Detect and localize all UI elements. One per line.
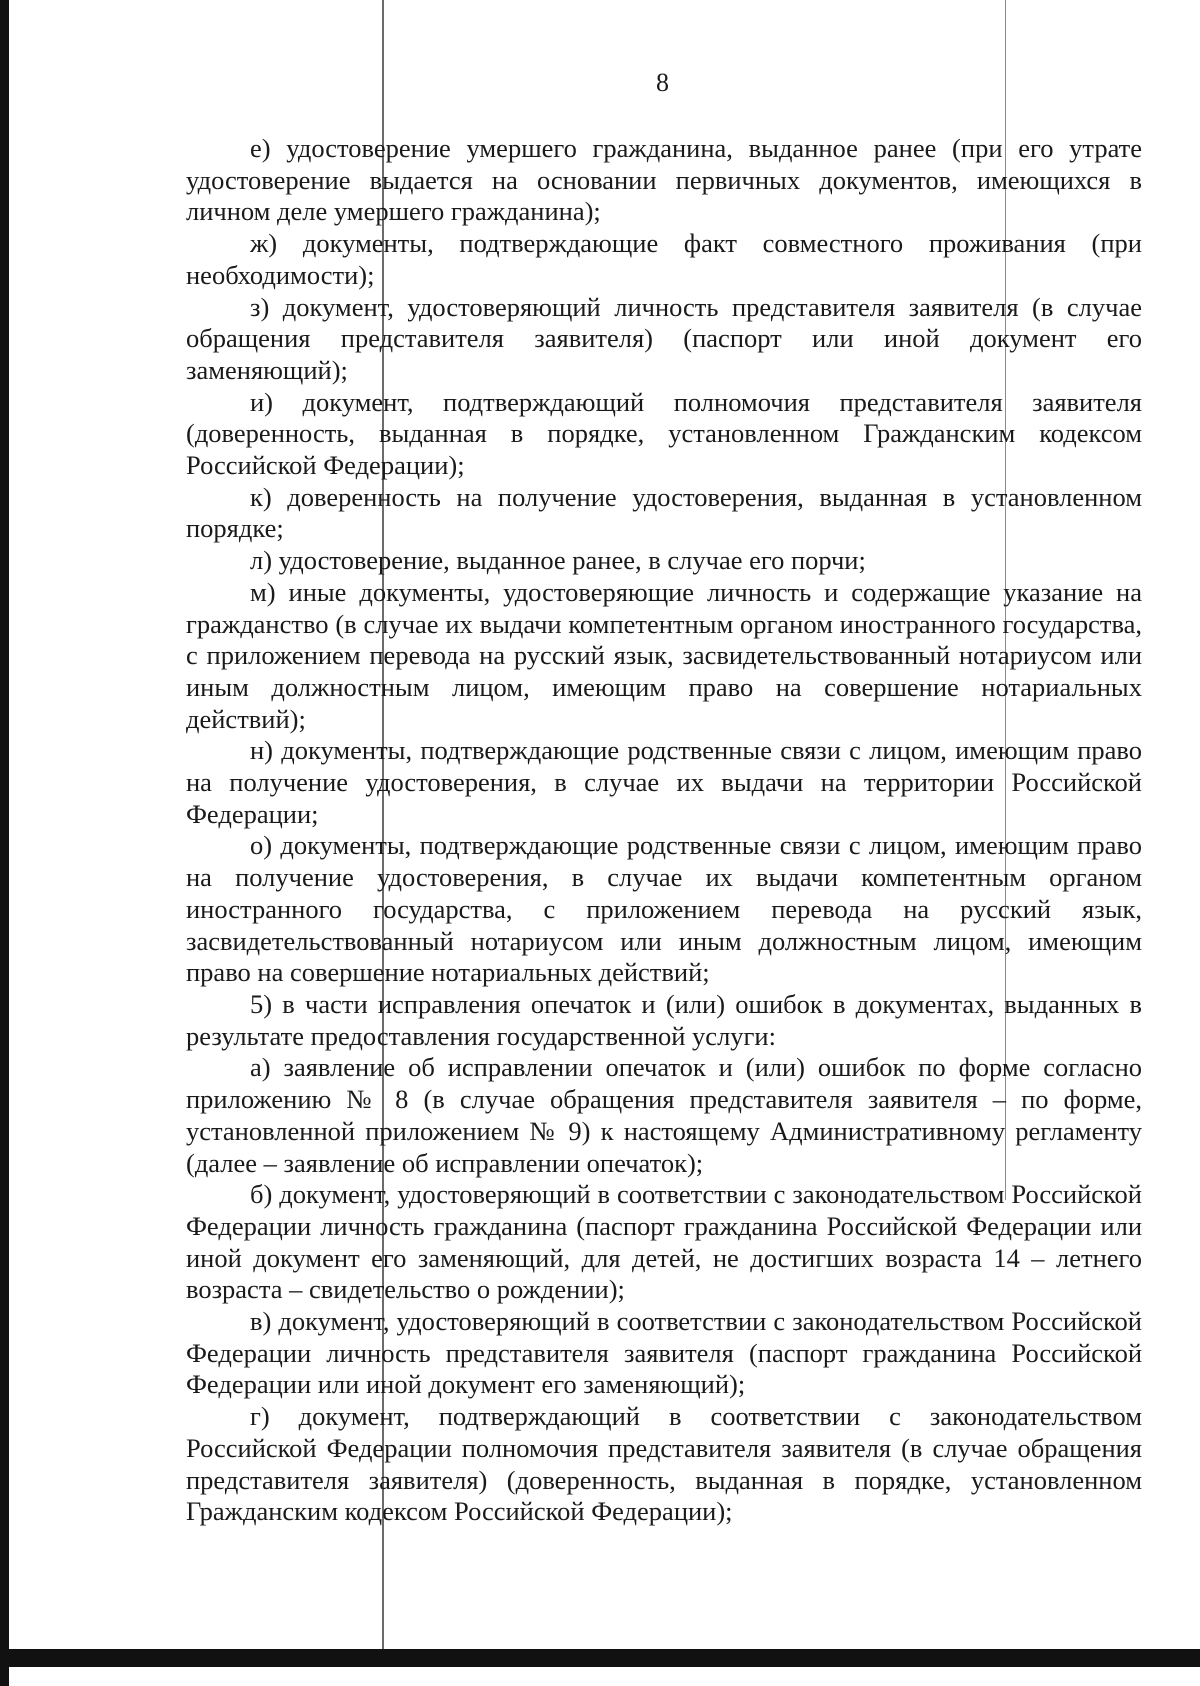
paragraph-e: е) удостоверение умершего гражданина, выданное ранее (при его утрате удостоверение выдается на основании первичных документов, имеющихся в личном деле умершего гражданина); <box>186 133 1142 227</box>
paragraph-zh: ж) документы, подтверждающие факт совместного проживания (при необходимости); <box>186 228 1142 290</box>
paragraph-v: в) документ, удостоверяющий в соответствии с законодательством Российской Федерации личность представителя заявителя (паспорт гражданина Российской Федерации или иной документ его заменяющий); <box>186 1306 1142 1400</box>
paragraph-a: а) заявление об исправлении опечаток и (или) ошибок по форме согласно приложению № 8 (в случае обращения представителя заявителя – по форме, установленной приложением № 9) к настоящему Административному регламенту (далее – заявление об исправлении опечаток); <box>186 1052 1142 1178</box>
paragraph-5: 5) в части исправления опечаток и (или) ошибок в документах, выданных в результате предоставления государственной услуги: <box>186 988 1142 1051</box>
page-number: 8 <box>656 68 669 97</box>
scan-edge-left <box>0 0 9 1686</box>
document-body <box>186 133 1142 1528</box>
paragraph-g: г) документ, подтверждающий в соответствии с законодательством Российской Федерации полномочия представителя заявителя (в случае обращения представителя заявителя) (доверенность, выданная в порядке, установленном Гражданским кодексом Российской Федерации); <box>186 1401 1142 1527</box>
paragraph-z: з) документ, удостоверяющий личность представителя заявителя (в случае обращения представителя заявителя) (паспорт или иной документ его заменяющий); <box>186 291 1142 385</box>
paragraph-l: л) удостоверение, выданное ранее, в случае его порчи; <box>250 545 866 576</box>
paragraph-i: и) документ, подтверждающий полномочия представителя заявителя (доверенность, выданная в порядке, установленном Гражданским кодексом Российской Федерации); <box>186 386 1142 481</box>
paragraph-o: о) документы, подтверждающие родственные связи с лицом, имеющим право на получение удостоверения, в случае их выдачи компетентным органом иностранного государства, с приложением перевода на русский язык, засвидетельствованный нотариусом или иным должностным лицом, имеющим право на совершение нотариальных действий; <box>186 830 1142 988</box>
scan-edge-bottom <box>0 1649 1200 1667</box>
paragraph-k: к) доверенность на получение удостоверения, выданная в установленном порядке; <box>186 481 1142 544</box>
paragraph-b: б) документ, удостоверяющий в соответствии с законодательством Российской Федерации личность гражданина (паспорт гражданина Российской Федерации или иной документ его заменяющий, для детей, не достигших возраста 14 – летнего возраста – свидетельство о рождении); <box>186 1179 1142 1305</box>
paragraph-m: м) иные документы, удостоверяющие личность и содержащие указание на гражданство (в случае их выдачи компетентным органом иностранного государства, с приложением перевода на русский язык, засвидетельствованный нотариусом или иным должностным лицом, имеющим право на совершение нотариальных действий); <box>186 576 1142 734</box>
paragraph-n: н) документы, подтверждающие родственные связи с лицом, имеющим право на получение удостоверения, в случае их выдачи на территории Российской Федерации; <box>186 735 1142 829</box>
